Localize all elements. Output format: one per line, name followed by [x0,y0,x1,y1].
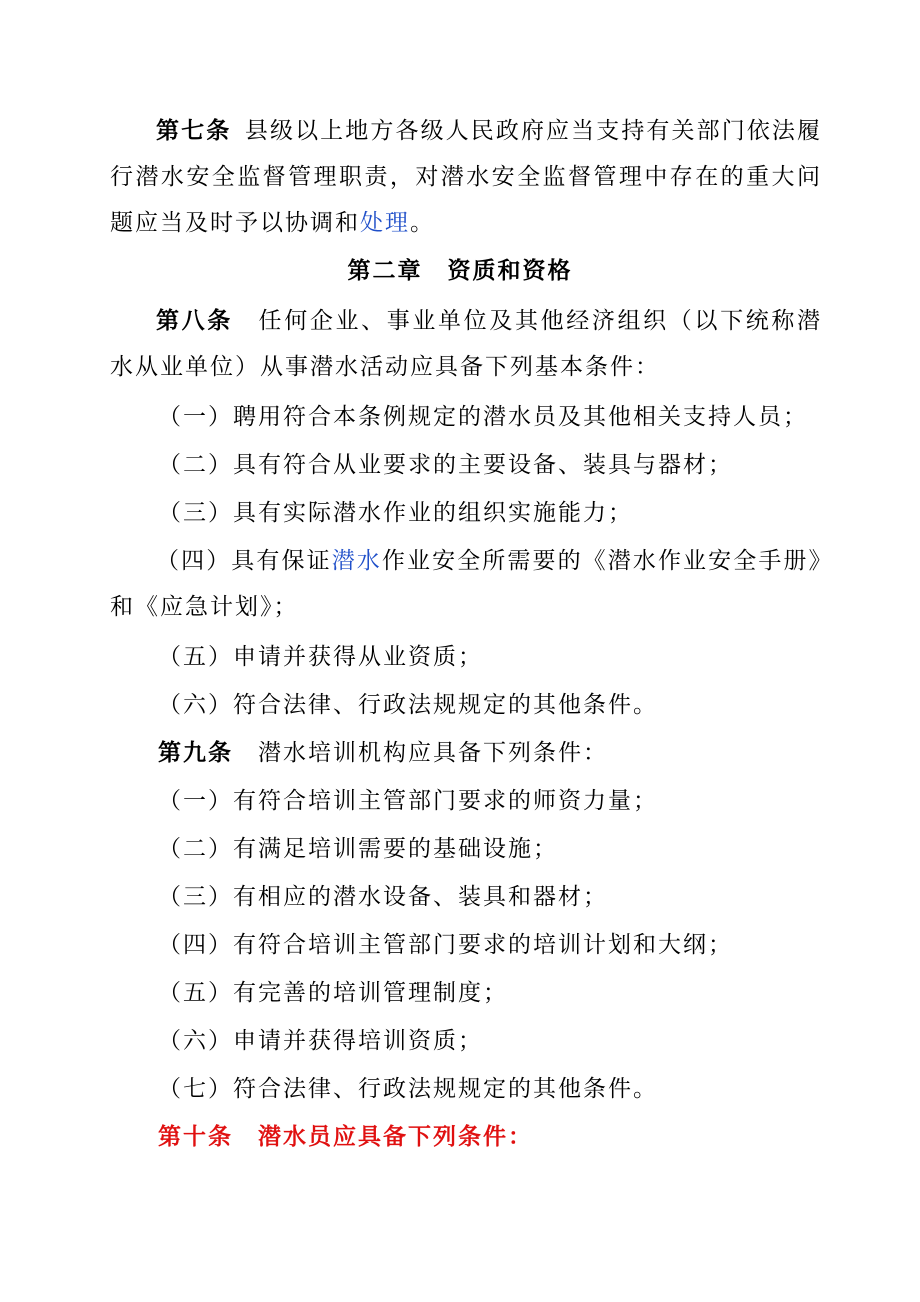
chapter-2-title: 第二章 资质和资格 [347,257,573,284]
article-8-item-1: （一）聘用符合本条例规定的潜水员及其他相关支持人员； [158,404,808,430]
article-8-item-4-after: 作业安全所需要的《潜水作业安全手册》和《应急计划》； [110,548,823,620]
article-10 [158,1114,533,1160]
article-8-text: 任何企业、事业单位及其他经济组织（以下统称潜水从业单位）从事潜水活动应具备下列基本条件： [110,308,823,380]
article-7-text: 县级以上地方各级人民政府应当支持有关部门依法履行潜水安全监督管理职责，对潜水安全监督管理中存在的重大问题应当及时予以协调和 [110,118,823,236]
article-8-item-4-before: （四）具有保证 [156,548,332,574]
article-9-item-4: （四）有符合培训主管部门要求的培训计划和大纲； [158,932,733,958]
article-9-item-7: （七）符合法律、行政法规规定的其他条件。 [158,1076,658,1102]
article-8-label: 第八条 [156,307,233,334]
article-9-item-2: （二）有满足培训需要的基础设施； [158,836,558,862]
article-9-item-1: （一）有符合培训主管部门要求的师资力量； [158,788,658,814]
article-8-item-3: （三）具有实际潜水作业的组织实施能力； [158,500,633,526]
article-8-item-4-link[interactable]: 潜水 [331,548,382,574]
article-9-item-6: （六）申请并获得培训资质； [158,1028,483,1054]
article-7-label: 第七条 [156,117,232,144]
article-8-item-6: （六）符合法律、行政法规规定的其他条件。 [158,692,658,718]
article-7-end: 。 [410,210,435,236]
article-8-item-2: （二）具有符合从业要求的主要设备、装具与器材； [158,452,733,478]
article-9-item-5: （五）有完善的培训管理制度； [158,980,508,1006]
article-7-link[interactable]: 处理 [360,210,410,236]
article-9 [158,730,608,776]
article-9-label: 第九条 [158,739,233,766]
article-7 [110,108,822,246]
article-8-item-4 [110,538,822,630]
article-10-text: 潜水员应具备下列条件： [258,1123,533,1150]
article-9-text: 潜水培训机构应具备下列条件： [258,740,608,766]
article-8-item-5: （五）申请并获得从业资质； [158,644,483,670]
article-8 [110,298,822,390]
article-10-label: 第十条 [158,1123,233,1150]
article-9-item-3: （三）有相应的潜水设备、装具和器材； [158,884,608,910]
